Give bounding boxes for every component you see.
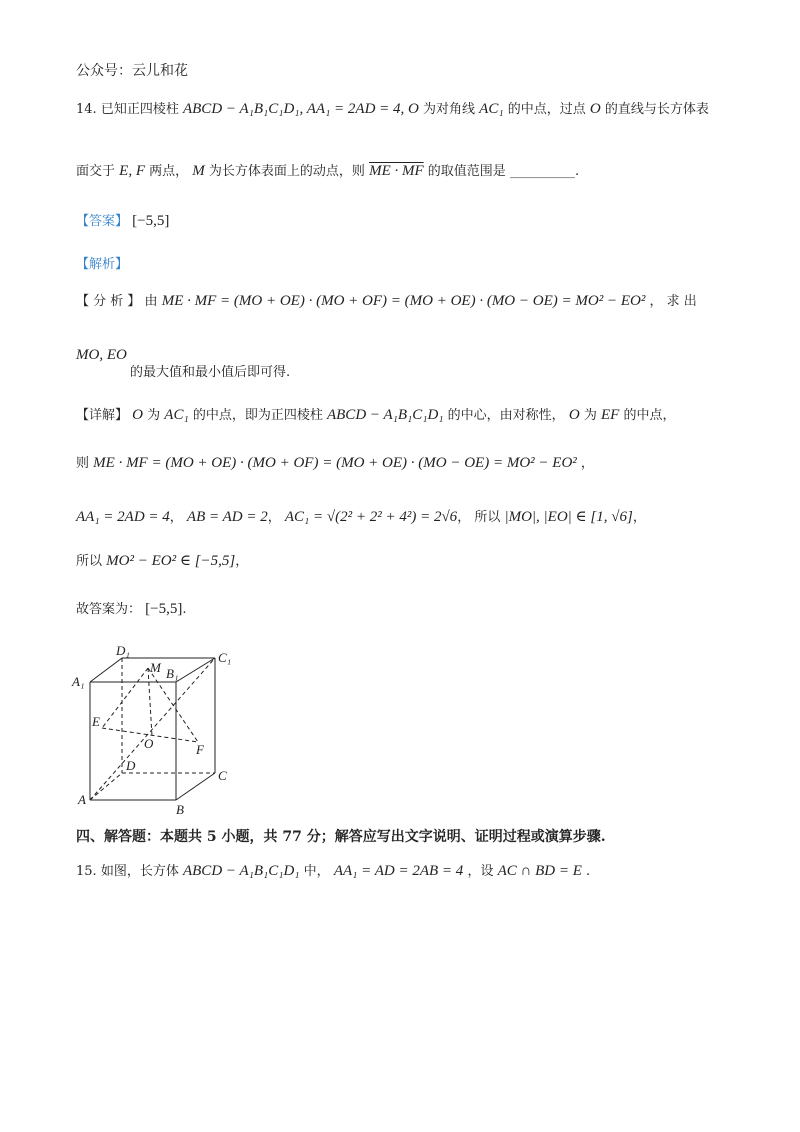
- label-e: E: [92, 714, 100, 729]
- detail-ab: AB = AD = 2: [186, 509, 268, 525]
- detail-label: 【详解】: [76, 408, 129, 423]
- label-d1: D₁: [116, 643, 130, 658]
- q15-line1: [76, 862, 800, 881]
- q14-expr3: O: [589, 101, 601, 117]
- detail-ef: EF: [600, 407, 620, 423]
- analysis-line2-text: 的最大值和最小值后即可得.: [130, 365, 291, 380]
- label-c1: C₁: [218, 650, 232, 665]
- account-header: 公众号：云儿和花: [76, 63, 188, 79]
- detail-expr: ABCD − A₁B₁C₁D₁: [326, 407, 444, 423]
- label-d: D: [126, 758, 136, 773]
- analysis-label: 【解析】: [76, 257, 129, 272]
- detail-line5: 故答案为： [−5,5].: [76, 601, 187, 617]
- detail-o2: O: [568, 407, 580, 423]
- detail-line2: [76, 454, 800, 473]
- label-c: C: [218, 768, 227, 783]
- q14-expr1: ABCD − A₁B₁C₁D₁, AA₁ = 2AD = 4, O: [182, 101, 419, 117]
- answer-value: [−5,5]: [132, 213, 170, 229]
- detail-line2-expr: ME · MF = (MO + OE) · (MO + OF) = (MO + OE) · (MO − OE) = MO² − EO²: [93, 455, 577, 471]
- q14-expr4: E, F: [119, 163, 145, 179]
- detail-t1: 为: [147, 408, 161, 423]
- q14-text6: 两点，: [149, 164, 189, 179]
- q14-expr5: M: [192, 163, 205, 179]
- edge-bc: [176, 773, 215, 800]
- detail-ac: AC₁: [164, 407, 189, 423]
- q15-expr3: AC ∩ BD = E: [497, 863, 582, 879]
- detail-t5: 的中点，: [623, 408, 676, 423]
- detail-suoyi2: 所以: [76, 554, 103, 569]
- detail-o: O: [132, 407, 143, 423]
- segment-mo: [148, 668, 152, 736]
- q14-line1: [76, 100, 800, 119]
- answer-line: [76, 212, 800, 231]
- detail-t4: 为: [583, 408, 597, 423]
- detail-line3: AA₁ = 2AD = 4， AB = AD = 2， AC₁ = √(2² + 2² + 4²) = 2√6， 所以 |MO|, |EO| ∈ [1, √6]，: [76, 509, 646, 525]
- detail-ac1: AC₁ = √(2² + 2² + 4²) = 2√6: [284, 509, 458, 525]
- segment-me: [102, 668, 148, 728]
- q15-expr2: AA₁ = AD = 2AB = 4: [333, 863, 464, 879]
- q14-text4: 的直线与长方体表: [604, 102, 709, 117]
- q15-text3: ，设: [467, 864, 494, 879]
- fenxi-tail: ， 求 出: [649, 294, 697, 309]
- label-m: M: [150, 660, 161, 675]
- q14-text2: 为对角线: [423, 102, 476, 117]
- q15-expr1: ABCD − A₁B₁C₁D₁: [182, 863, 300, 879]
- fenxi-expr: ME · MF = (MO + OE) · (MO + OF) = (MO + OE) · (MO − OE) = MO² − EO²: [161, 293, 646, 309]
- fenxi-label: 【 分 析 】: [76, 294, 141, 309]
- q14-text8: 的取值范围是: [427, 164, 506, 179]
- q14-text7: 为长方体表面上的动点，则: [208, 164, 365, 179]
- label-a: A: [78, 792, 86, 807]
- q14-text5: 面交于: [76, 164, 116, 179]
- edge-ad: [90, 773, 122, 800]
- fenxi-line: [76, 292, 800, 311]
- detail-answer-value: [−5,5]: [145, 601, 183, 617]
- detail-line2-tail: ，: [580, 456, 594, 471]
- detail-aa1: AA₁ = 2AD = 4: [76, 509, 170, 525]
- q15-text1: 如图，长方体: [100, 864, 179, 879]
- q15-tail: .: [586, 864, 591, 879]
- q15-number: 15.: [76, 864, 97, 879]
- analysis-line2: [76, 346, 800, 365]
- detail-t3: 的中心，由对称性，: [447, 408, 565, 423]
- edge-b1c1: [176, 658, 215, 682]
- detail-range: |MO|, |EO| ∈ [1, √6]: [504, 509, 633, 525]
- detail-ze: 则: [76, 456, 90, 471]
- analysis-line2-expr: MO, EO: [76, 347, 127, 363]
- detail-line4: 所以 MO² − EO² ∈ [−5,5]，: [76, 553, 249, 569]
- detail-answer-text: 故答案为：: [76, 602, 142, 617]
- q14-expr2: AC₁: [479, 101, 504, 117]
- edge-a1d1: [90, 658, 122, 682]
- q14-blank: __________.: [509, 164, 580, 179]
- detail-final-range: MO² − EO² ∈ [−5,5]: [106, 553, 236, 569]
- q14-text1: 已知正四棱柱: [100, 102, 179, 117]
- fenxi-you: 由: [144, 294, 158, 309]
- label-f: F: [196, 742, 204, 757]
- answer-label: 【答案】: [76, 214, 129, 229]
- label-a1: A₁: [72, 674, 85, 689]
- section4-title: 四、解答题：本题共 5 小题，共 77 分；解答应写出文字说明、证明过程或演算步骤.: [76, 829, 606, 845]
- detail-line1: [76, 406, 800, 425]
- label-b1: B₁: [166, 666, 179, 681]
- diagonal-ac1: [90, 658, 215, 800]
- label-b: B: [176, 802, 184, 817]
- q14-text3: 的中点，过点: [507, 102, 586, 117]
- prism-figure: [70, 640, 250, 820]
- q14-number: 14.: [76, 102, 97, 117]
- detail-t2: 的中点，即为正四棱柱: [192, 408, 323, 423]
- q14-expr6: ME · MF: [369, 163, 424, 179]
- label-o: O: [144, 736, 154, 751]
- detail-suoyi: 所以: [474, 510, 501, 525]
- q15-text2: 中，: [303, 864, 330, 879]
- q14-line2: [76, 162, 800, 181]
